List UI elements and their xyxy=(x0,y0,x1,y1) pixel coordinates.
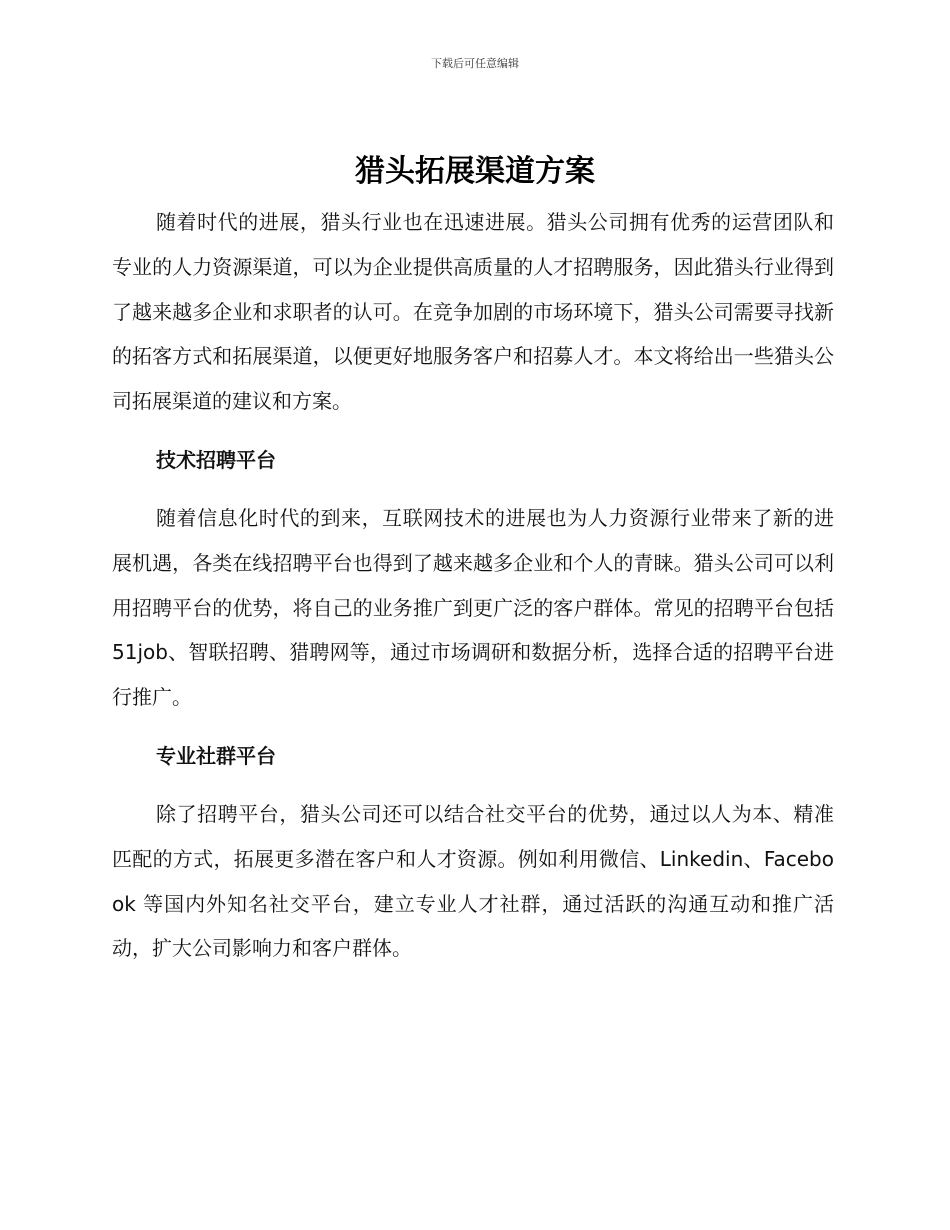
intro-paragraph: 随着时代的进展，猎头行业也在迅速进展。猎头公司拥有优秀的运营团队和专业的人力资源渠道，可以为企业提供高质量的人才招聘服务，因此猎头行业得到了越来越多企业和求职者的认可。在竞争加剧的市场环境下，猎头公司需要寻找新的拓客方式和拓展渠道，以便更好地服务客户和招募人才。本文将给出一些猎头公司拓展渠道的建议和方案。 xyxy=(112,210,834,414)
header-note: 下载后可任意编辑 xyxy=(431,57,519,70)
document-body xyxy=(112,200,834,971)
section-body-tech-platform: 随着信息化时代的到来，互联网技术的进展也为人力资源行业带来了新的进展机遇，各类在线招聘平台也得到了越来越多企业和个人的青睐。猎头公司可以利用招聘平台的优势，将自己的业务推广到更广泛的客户群体。常见的招聘平台包括 51job、智联招聘、猎聘网等，通过市场调研和数据分析，选择合适的招聘平台进行推广。 xyxy=(112,505,834,710)
section-heading-social-platform: 专业社群平台 xyxy=(156,743,276,768)
document-title: 猎头拓展渠道方案 xyxy=(355,154,595,189)
section-heading-tech-platform: 技术招聘平台 xyxy=(156,447,276,472)
section-body-social-platform: 除了招聘平台，猎头公司还可以结合社交平台的优势，通过以人为本、精准匹配的方式，拓展更多潜在客户和人才资源。例如利用微信、Linkedin、Facebook 等国内外知名社交平台，建立专业人才社群，通过活跃的沟通互动和推广活动，扩大公司影响力和客户群体。 xyxy=(112,801,834,961)
